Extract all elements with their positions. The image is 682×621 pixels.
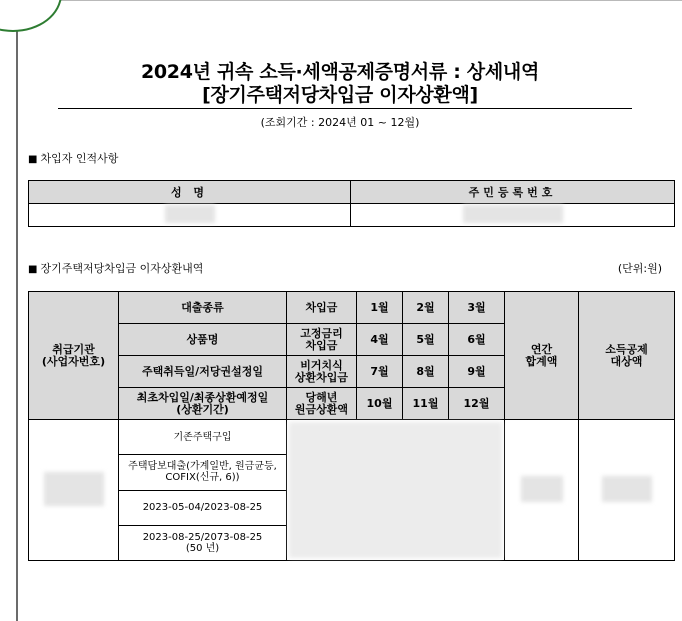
borrower-table bbox=[28, 180, 675, 227]
deduction-target-header: 소득공제 대상액 bbox=[579, 292, 675, 420]
loan-type-value: 기존주택구입 bbox=[119, 420, 287, 455]
resident-number-cell bbox=[351, 204, 675, 227]
loan-period-value: 2023-08-25/2073-08-25 (50 년) bbox=[119, 525, 287, 560]
redacted-lender bbox=[44, 472, 104, 506]
month-header: 1월 bbox=[357, 292, 403, 324]
fixed-rate-header: 고정금리 차입금 bbox=[287, 324, 357, 356]
name-header: 성 명 bbox=[29, 181, 351, 204]
month-header: 7월 bbox=[357, 356, 403, 388]
section-repayment bbox=[28, 260, 203, 276]
redacted-deduction-amount bbox=[602, 476, 652, 502]
section-borrower-title: 차입자 인적사항 bbox=[40, 152, 119, 165]
section-repayment-title: 장기주택저당차입금 이자상환내역 bbox=[40, 262, 204, 275]
title-divider bbox=[58, 108, 632, 109]
month-header: 12월 bbox=[449, 388, 505, 420]
redacted-resident-number bbox=[463, 205, 563, 223]
product-name-value: 주택담보대출(가계일반, 원금균등, COFIX(신규, 6)) bbox=[119, 455, 287, 490]
document-title: 2024년 귀속 소득·세액공제증명서류 : 상세내역 bbox=[140, 61, 540, 83]
square-bullet-icon: ■ bbox=[28, 264, 38, 275]
month-header: 3월 bbox=[449, 292, 505, 324]
redacted-name bbox=[165, 205, 215, 223]
redacted-monthly-amounts bbox=[289, 422, 502, 558]
acquisition-date-header: 주택취득일/저당권설정일 bbox=[119, 356, 287, 388]
loan-type-header: 대출종류 bbox=[119, 292, 287, 324]
repayment-table bbox=[28, 291, 675, 561]
loan-amount-header: 차입금 bbox=[287, 292, 357, 324]
lender-cell bbox=[29, 420, 119, 561]
month-header: 2월 bbox=[403, 292, 449, 324]
resident-number-header: 주민등록번호 bbox=[351, 181, 675, 204]
acquisition-date-value: 2023-05-04/2023-08-25 bbox=[119, 490, 287, 525]
month-header: 6월 bbox=[449, 324, 505, 356]
document-subtitle: [장기주택저당차입금 이자상환액] bbox=[202, 84, 478, 106]
lender-header: 취급기관 (사업자번호) bbox=[29, 292, 119, 420]
unit-label: (단위:원) bbox=[617, 262, 662, 275]
monthly-amounts-cell bbox=[287, 420, 505, 561]
page-top-rule bbox=[52, 0, 682, 1]
product-name-header: 상품명 bbox=[119, 324, 287, 356]
square-bullet-icon: ■ bbox=[28, 154, 38, 165]
month-header: 4월 bbox=[357, 324, 403, 356]
query-period: (조회기간 : 2024년 01 ~ 12월) bbox=[260, 116, 420, 129]
month-header: 8월 bbox=[403, 356, 449, 388]
annual-total-header: 연간 합계액 bbox=[505, 292, 579, 420]
loan-period-header: 최초차입일/최종상환예정일 (상환기간) bbox=[119, 388, 287, 420]
non-deferred-header: 비거치식 상환차입금 bbox=[287, 356, 357, 388]
certification-seal bbox=[0, 0, 62, 32]
month-header: 5월 bbox=[403, 324, 449, 356]
month-header: 9월 bbox=[449, 356, 505, 388]
page-left-border bbox=[16, 0, 18, 621]
month-header: 10월 bbox=[357, 388, 403, 420]
deduction-target-cell bbox=[579, 420, 675, 561]
principal-repaid-header: 당해년 원금상환액 bbox=[287, 388, 357, 420]
section-borrower-info bbox=[28, 150, 118, 166]
redacted-annual-total bbox=[521, 476, 563, 502]
name-cell bbox=[29, 204, 351, 227]
month-header: 11월 bbox=[403, 388, 449, 420]
annual-total-cell bbox=[505, 420, 579, 561]
